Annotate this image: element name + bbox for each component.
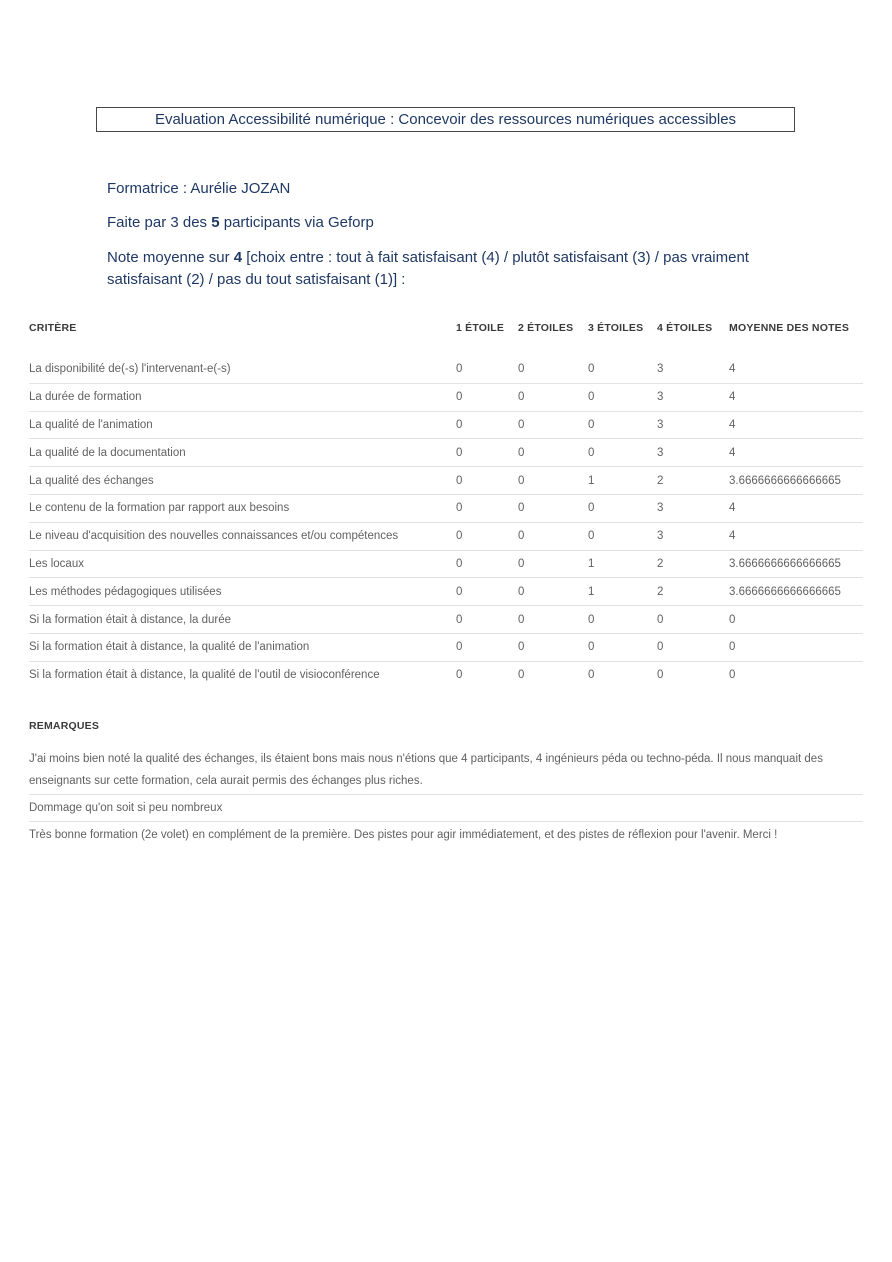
- rating-value: 3.6666666666666665: [729, 557, 841, 570]
- note-text-start: Note moyenne sur: [107, 249, 234, 266]
- rating-value: 0: [588, 418, 595, 431]
- rating-value: 0: [456, 585, 463, 598]
- rating-value: 0: [588, 641, 595, 654]
- note-max-score: 4: [233, 249, 243, 266]
- rating-value: 0: [518, 669, 525, 682]
- remark-item: Très bonne formation (2e volet) en complément de la première. Des pistes pour agir immédiatement, et des pistes de réflexion pour l'avenir. Merci !: [29, 821, 863, 848]
- table-row: [29, 438, 863, 466]
- rating-value: 0: [657, 641, 664, 654]
- rating-value: 0: [456, 446, 463, 459]
- criterion-label: Les méthodes pédagogiques utilisées: [29, 585, 222, 598]
- rating-value: 4: [729, 502, 736, 515]
- criterion-label: Les locaux: [29, 557, 84, 570]
- rating-value: 2: [657, 585, 664, 598]
- remark-item: Dommage qu'on soit si peu nombreux: [29, 794, 863, 821]
- note-text-end: [choix entre : tout à fait satisfaisant (4) / plutôt satisfaisant (3) / pas vraiment satisfaisant (2) / pas du tout satisfaisant (1)] :: [107, 249, 749, 288]
- criterion-label: Le niveau d'acquisition des nouvelles connaissances et/ou compétences: [29, 530, 399, 543]
- rating-value: 3: [657, 530, 664, 543]
- rating-value: 1: [588, 585, 595, 598]
- table-row: [29, 550, 863, 578]
- rating-value: 0: [456, 557, 463, 570]
- rating-value: 0: [588, 502, 595, 515]
- rating-value: 4: [729, 418, 736, 431]
- rating-value: 4: [729, 362, 736, 375]
- rating-value: 3: [657, 418, 664, 431]
- criterion-label: La durée de formation: [29, 391, 142, 404]
- table-row: [29, 577, 863, 605]
- ratings-table: [29, 322, 863, 689]
- rating-value: 0: [456, 362, 463, 375]
- table-row: [29, 522, 863, 550]
- rating-value: 3.6666666666666665: [729, 585, 841, 598]
- remarks-body: [29, 746, 863, 848]
- rating-value: 4: [729, 391, 736, 404]
- rating-value: 0: [588, 446, 595, 459]
- rating-value: 0: [518, 585, 525, 598]
- remarks-section: [29, 720, 863, 848]
- rating-value: 3: [657, 502, 664, 515]
- rating-value: 0: [456, 613, 463, 626]
- criterion-label: La qualité de l'animation: [29, 418, 153, 431]
- column-header-3-etoiles: 3 ÉTOILES: [588, 322, 644, 334]
- rating-value: 4: [729, 446, 736, 459]
- rating-value: 0: [588, 530, 595, 543]
- table-row: [29, 411, 863, 439]
- note-line: [107, 247, 787, 291]
- rating-value: 1: [588, 557, 595, 570]
- rating-value: 0: [588, 391, 595, 404]
- document-title-box: [96, 107, 795, 132]
- criterion-label: Si la formation était à distance, la durée: [29, 613, 232, 626]
- remark-item: J'ai moins bien noté la qualité des échanges, ils étaient bons mais nous n'étions que 4 participants, 4 ingénieurs péda ou techno-péda. Il nous manquait des enseignants sur cette formation, cela aurait permis des échanges plus riches.: [29, 753, 823, 787]
- rating-value: 0: [456, 641, 463, 654]
- column-header-2-etoiles: 2 ÉTOILES: [518, 322, 574, 334]
- rating-value: 0: [518, 641, 525, 654]
- rating-value: 0: [518, 446, 525, 459]
- rating-value: 0: [456, 391, 463, 404]
- rating-value: 0: [456, 474, 463, 487]
- rating-value: 0: [518, 530, 525, 543]
- intro-section: [107, 179, 787, 306]
- rating-value: 0: [518, 613, 525, 626]
- rating-value: 3.6666666666666665: [729, 474, 841, 487]
- rating-value: 2: [657, 557, 664, 570]
- participants-line: [107, 213, 787, 232]
- formatrice-line: Formatrice : Aurélie JOZAN: [107, 180, 291, 197]
- criterion-label: La qualité de la documentation: [29, 446, 186, 459]
- rating-value: 0: [518, 391, 525, 404]
- table-row: [29, 494, 863, 522]
- column-header-1-etoile: 1 ÉTOILE: [456, 322, 505, 334]
- table-row: [29, 355, 863, 383]
- remarks-header: REMARQUES: [29, 720, 100, 732]
- criterion-label: La disponibilité de(-s) l'intervenant-e(-s): [29, 362, 231, 375]
- criterion-label: Si la formation était à distance, la qualité de l'animation: [29, 641, 310, 654]
- table-row: [29, 466, 863, 494]
- rating-value: 0: [588, 362, 595, 375]
- column-header-moyenne: MOYENNE DES NOTES: [729, 322, 850, 334]
- rating-value: 1: [588, 474, 595, 487]
- participants-text-start: Faite par 3 des: [107, 214, 212, 231]
- participants-text-end: participants via Geforp: [219, 214, 374, 231]
- rating-value: 0: [729, 669, 736, 682]
- criterion-label: Si la formation était à distance, la qualité de l'outil de visioconférence: [29, 669, 380, 682]
- rating-value: 0: [657, 669, 664, 682]
- rating-value: 3: [657, 391, 664, 404]
- table-header-row: [29, 322, 863, 355]
- document-title: Evaluation Accessibilité numérique : Concevoir des ressources numériques accessibles: [154, 111, 737, 128]
- column-header-critere: CRITÈRE: [29, 322, 77, 334]
- rating-value: 0: [456, 530, 463, 543]
- rating-value: 0: [518, 502, 525, 515]
- column-header-4-etoiles: 4 ÉTOILES: [657, 322, 713, 334]
- rating-value: 3: [657, 446, 664, 459]
- table-row: [29, 605, 863, 633]
- rating-value: 4: [729, 530, 736, 543]
- rating-value: 3: [657, 362, 664, 375]
- rating-value: 0: [518, 557, 525, 570]
- rating-value: 0: [518, 362, 525, 375]
- criterion-label: La qualité des échanges: [29, 474, 154, 487]
- table-row: [29, 383, 863, 411]
- table-row: [29, 661, 863, 689]
- rating-value: 0: [588, 669, 595, 682]
- participants-count: 5: [211, 214, 220, 231]
- rating-value: 0: [729, 613, 736, 626]
- criterion-label: Le contenu de la formation par rapport aux besoins: [29, 502, 290, 515]
- rating-value: 0: [456, 502, 463, 515]
- rating-value: 2: [657, 474, 664, 487]
- table-row: [29, 633, 863, 661]
- rating-value: 0: [657, 613, 664, 626]
- table-body: [29, 355, 863, 689]
- rating-value: 0: [456, 418, 463, 431]
- rating-value: 0: [456, 669, 463, 682]
- rating-value: 0: [518, 418, 525, 431]
- rating-value: 0: [729, 641, 736, 654]
- rating-value: 0: [518, 474, 525, 487]
- rating-value: 0: [588, 613, 595, 626]
